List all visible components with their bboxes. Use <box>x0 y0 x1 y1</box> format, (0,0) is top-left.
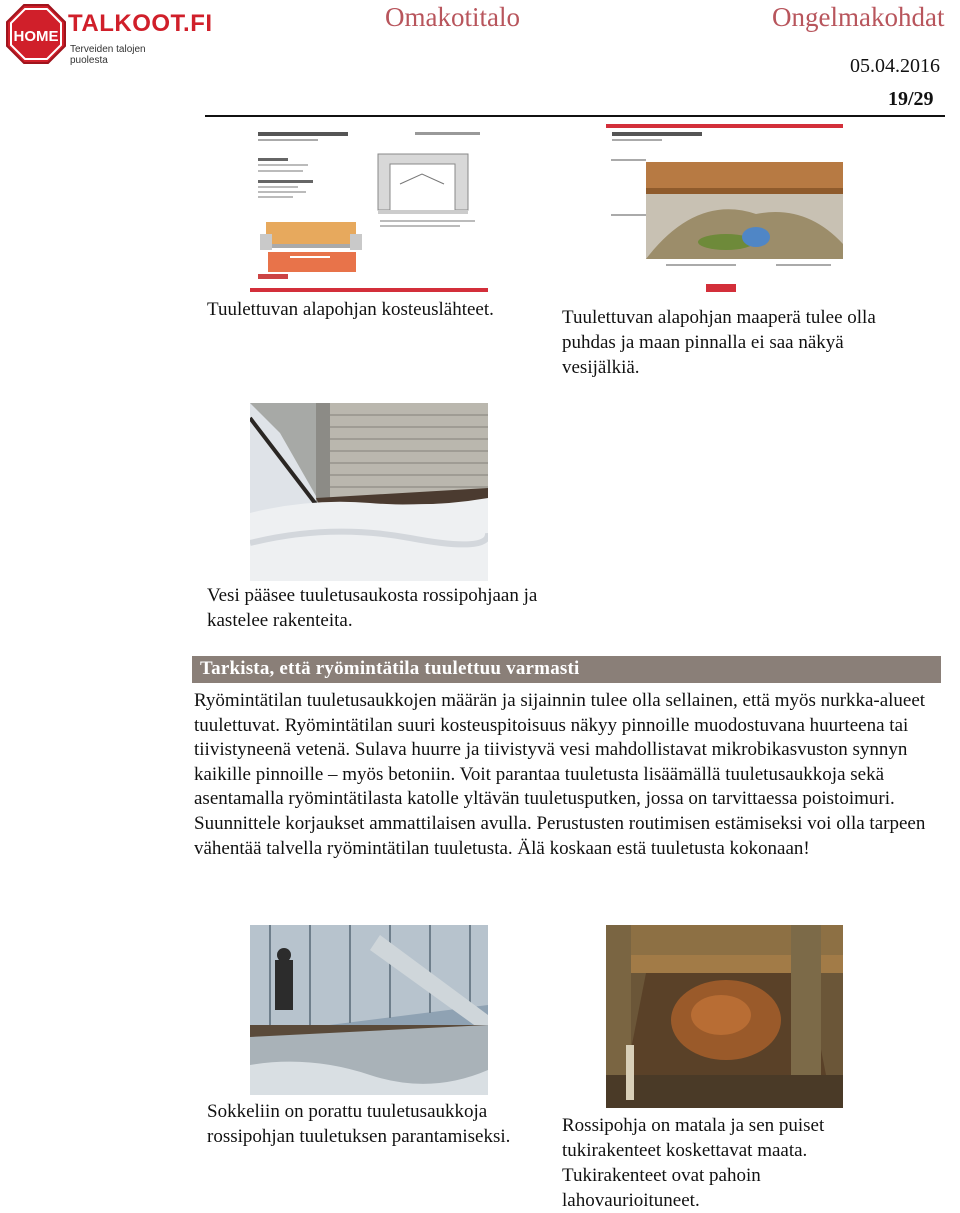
vents-photo-illustration <box>250 925 488 1095</box>
rot-photo-illustration <box>606 925 843 1108</box>
header-date: 05.04.2016 <box>850 55 940 77</box>
caption-low-crawlspace: Rossipohja on matala ja sen puiset tukirakenteet koskettavat maata. Tukirakenteet ovat pahoin lahovaurioituneet. <box>562 1115 825 1211</box>
page-number: 19/29 <box>888 88 934 110</box>
drilled-vents-photo <box>250 925 488 1095</box>
logo-tagline: Terveiden talojen puolesta <box>70 44 146 66</box>
section-body <box>194 689 944 861</box>
crawlspace-illustration <box>606 124 843 299</box>
caption-vent-drilled: Sokkeliin on porattu tuuletusaukkoja rossipohjan tuuletuksen parantamiseksi. <box>207 1101 511 1147</box>
caption-ground-clean: Tuulettuvan alapohjan maaperä tulee olla puhdas ja maan pinnalla ei saa näkyä vesijälkiä. <box>562 307 876 378</box>
rotted-crawlspace-photo <box>606 925 843 1108</box>
svg-text:HOME: HOME <box>13 28 59 45</box>
moisture-sources-diagram-image <box>250 124 488 294</box>
header-title-right: Ongelmakohdat <box>772 2 945 32</box>
header-divider <box>205 115 945 117</box>
stop-sign-logo-icon <box>6 4 66 64</box>
site-logo[interactable] <box>6 4 213 66</box>
snow-photo-illustration <box>250 403 488 581</box>
crawlspace-ground-illustration-image <box>606 124 843 299</box>
header-title-left: Omakotitalo <box>385 2 520 32</box>
section-body-paragraph: Ryömintätilan tuuletusaukkojen määrän ja sijainnin tulee olla sellainen, että myös nurkka-alueet tuulettuvat. Ryömintätilan suuri kosteuspitoisuus näkyy pinnoille muodostuvana huurteena tai tiivistyneenä vetenä. Sulava huurre ja tiivistyvä vesi mahdollistavat mikrobikasvuston synnyn kaikille pinnoille – myös betoniin. Voit parantaa tuuletusta lisäämällä tuuletusaukkoja sekä asentamalla ryömintätilasta katolle yltävän tuuletusputken, jossa on tarvittaessa poistoimuri. Suunnittele korjaukset ammattilaisen avulla. Perustusten routimisen estämiseksi voi olla tarpeen vähentää talvella ryömintätilan tuuletusta. Älä koskaan estä tuuletusta kokonaan! <box>194 690 926 859</box>
caption-water-enters: Vesi pääsee tuuletusaukosta rossipohjaan ja kastelee rakenteita. <box>207 585 538 631</box>
section-heading: Tarkista, että ryömintätila tuulettuu varmasti <box>200 658 580 679</box>
caption-moisture-sources: Tuulettuvan alapohjan kosteuslähteet. <box>207 299 494 320</box>
logo-wordmark: TALKOOT.FI <box>68 10 213 37</box>
diagram-illustration <box>250 124 488 294</box>
snowy-foundation-photo <box>250 403 488 581</box>
